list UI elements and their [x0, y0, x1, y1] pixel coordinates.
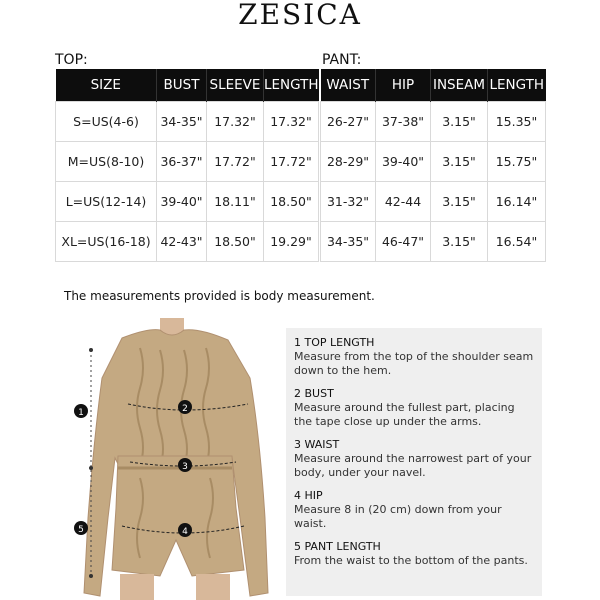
- cell-bust: 42-43": [157, 221, 207, 261]
- step-title: 1 TOP LENGTH: [294, 336, 375, 349]
- step-top-length: [294, 336, 534, 378]
- marker-5: [74, 521, 88, 535]
- cell-bust: 36-37": [157, 141, 207, 181]
- pant-size-table: [320, 69, 546, 262]
- cell-sleeve: 18.11": [207, 181, 264, 221]
- measurement-note: The measurements provided is body measurement.: [64, 289, 375, 303]
- cell-hip: 37-38": [376, 101, 431, 141]
- table-row: [321, 181, 546, 221]
- top-table-header: [56, 69, 319, 101]
- cell-inseam: 3.15": [431, 101, 488, 141]
- guide-dot: [89, 466, 93, 470]
- header-waist: WAIST: [321, 69, 376, 101]
- step-title: 5 PANT LENGTH: [294, 540, 381, 553]
- cell-length: 19.29": [264, 221, 319, 261]
- cell-length: 17.32": [264, 101, 319, 141]
- svg-text:5: 5: [78, 525, 84, 535]
- how-to-measure-panel: [286, 328, 542, 596]
- step-description: Measure 8 in (20 cm) down from your waist.: [294, 503, 502, 530]
- table-row: [321, 141, 546, 181]
- cell-waist: 31-32": [321, 181, 376, 221]
- marker-3: [178, 458, 192, 472]
- marker-2: [178, 400, 192, 414]
- header-bust: BUST: [157, 69, 207, 101]
- cell-size: M=US(8-10): [56, 141, 157, 181]
- step-title: 2 BUST: [294, 387, 334, 400]
- svg-text:4: 4: [182, 527, 188, 537]
- cell-sleeve: 18.50": [207, 221, 264, 261]
- step-description: Measure from the top of the shoulder seam down to the hem.: [294, 350, 534, 377]
- cell-length: 17.72": [264, 141, 319, 181]
- header-hip: HIP: [376, 69, 431, 101]
- cell-hip: 39-40": [376, 141, 431, 181]
- sweater-set-illustration: [60, 318, 280, 600]
- cell-hip: 46-47": [376, 221, 431, 261]
- cell-length: 16.14": [488, 181, 546, 221]
- step-title: 4 HIP: [294, 489, 323, 502]
- step-description: From the waist to the bottom of the pants.: [294, 554, 528, 567]
- cell-length: 16.54": [488, 221, 546, 261]
- table-row: [56, 221, 319, 261]
- cell-hip: 42-44: [376, 181, 431, 221]
- cell-bust: 39-40": [157, 181, 207, 221]
- cell-length: 15.35": [488, 101, 546, 141]
- brand-logo: ZESICA: [238, 0, 362, 31]
- header-length: LENGTH: [488, 69, 546, 101]
- cell-length: 15.75": [488, 141, 546, 181]
- cell-bust: 34-35": [157, 101, 207, 141]
- step-description: Measure around the fullest part, placing the tape close up under the arms.: [294, 401, 515, 428]
- step-description: Measure around the narrowest part of your body, under your navel.: [294, 452, 532, 479]
- cell-sleeve: 17.32": [207, 101, 264, 141]
- cell-inseam: 3.15": [431, 141, 488, 181]
- pant-table-header: [321, 69, 546, 101]
- pant-label: PANT:: [322, 52, 362, 68]
- header-inseam: INSEAM: [431, 69, 488, 101]
- cell-size: S=US(4-6): [56, 101, 157, 141]
- cell-size: XL=US(16-18): [56, 221, 157, 261]
- left-leg: [120, 574, 154, 600]
- table-row: [56, 101, 319, 141]
- right-leg: [196, 574, 230, 600]
- model-figure: [60, 318, 280, 600]
- table-row: [56, 141, 319, 181]
- cell-waist: 34-35": [321, 221, 376, 261]
- step-waist: [294, 438, 534, 480]
- cell-length: 18.50": [264, 181, 319, 221]
- cell-inseam: 3.15": [431, 181, 488, 221]
- step-pant-length: [294, 540, 534, 568]
- svg-text:2: 2: [182, 404, 188, 414]
- step-title: 3 WAIST: [294, 438, 340, 451]
- svg-text:3: 3: [182, 462, 188, 472]
- marker-4: [178, 523, 192, 537]
- cell-inseam: 3.15": [431, 221, 488, 261]
- cell-waist: 28-29": [321, 141, 376, 181]
- header-size: SIZE: [56, 69, 157, 101]
- step-bust: [294, 387, 534, 429]
- table-row: [321, 221, 546, 261]
- cell-size: L=US(12-14): [56, 181, 157, 221]
- header-length: LENGTH: [264, 69, 319, 101]
- marker-1: [74, 404, 88, 418]
- guide-dot: [89, 348, 93, 352]
- shorts-shape: [112, 456, 244, 576]
- top-label: TOP:: [55, 52, 88, 68]
- svg-text:1: 1: [78, 408, 84, 418]
- step-hip: [294, 489, 534, 531]
- header-sleeve: SLEEVE: [207, 69, 264, 101]
- top-size-table: [55, 69, 319, 262]
- table-row: [56, 181, 319, 221]
- table-row: [321, 101, 546, 141]
- cell-waist: 26-27": [321, 101, 376, 141]
- guide-dot: [89, 574, 93, 578]
- cell-sleeve: 17.72": [207, 141, 264, 181]
